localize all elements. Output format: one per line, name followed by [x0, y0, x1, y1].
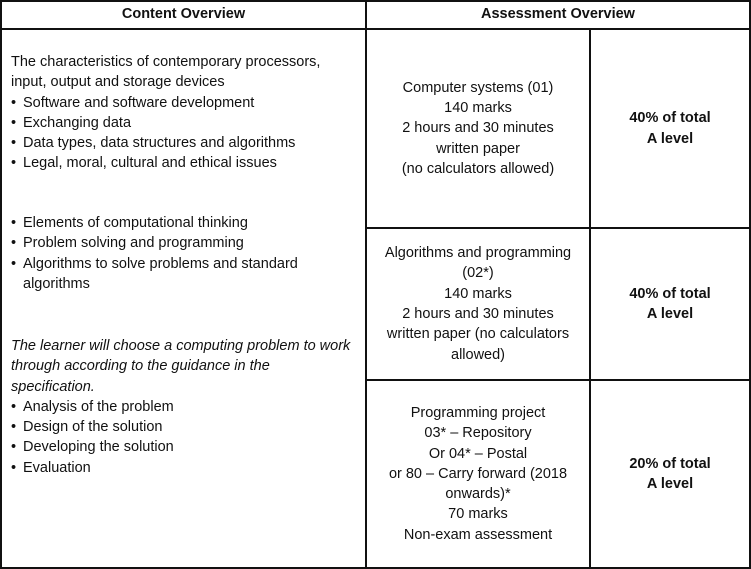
content-overview-header	[2, 0, 365, 28]
list-item: • Evaluation	[11, 458, 356, 478]
bullet-icon: •	[11, 255, 17, 272]
assessment-cell-computer-systems: Computer systems (01) 140 marks 2 hours and 30 minutes written paper (no calculators allowed)	[401, 79, 555, 177]
bullet-icon: •	[11, 114, 17, 131]
list-item: • Exchanging data	[11, 113, 356, 133]
bullet-icon: •	[11, 459, 17, 476]
assessment-cell-programming-project: Programming project 03* – Repository Or 04* – Postal or 80 – Carry forward (2018 onwards)* 70 marks Non-exam assessment	[388, 404, 568, 543]
assessment-cell-algorithms: Algorithms and programming (02*) 140 marks 2 hours and 30 minutes written paper (no calculators allowed)	[384, 245, 572, 363]
assessment-overview-title: Assessment Overview	[481, 6, 635, 22]
list-item: • Design of the solution	[11, 417, 356, 437]
weight-cell-programming-project: 20% of total A level	[629, 455, 711, 492]
weight-cell-computer-systems: 40% of total A level	[629, 110, 711, 147]
list-item: • Legal, moral, cultural and ethical issues	[11, 153, 356, 173]
bullet-icon: •	[11, 439, 17, 456]
weight-cell-algorithms: 40% of total A level	[629, 285, 711, 322]
list-item: • Elements of computational thinking	[11, 213, 356, 233]
content-overview-title: Content Overview	[121, 6, 246, 22]
list-item: • Data types, data structures and algorithms	[11, 133, 356, 153]
list-item: • Problem solving and programming	[11, 233, 356, 253]
bullet-icon: •	[11, 94, 17, 111]
content-block-2	[11, 213, 356, 294]
content-intro-3: The learner will choose a computing problem to work through according to the guidance in the specification.	[11, 338, 351, 395]
bullet-icon: •	[11, 155, 17, 172]
list-item: • Analysis of the problem	[11, 397, 356, 417]
bullet-icon: •	[11, 215, 17, 231]
bullet-icon: •	[11, 398, 17, 415]
list-item: • Developing the solution	[11, 437, 356, 457]
content-block-1	[11, 52, 356, 174]
content-block-3	[11, 336, 356, 478]
border-left	[0, 0, 2, 569]
assessment-overview-header	[367, 0, 749, 28]
bullet-icon: •	[11, 235, 17, 252]
bullet-icon: •	[11, 135, 17, 152]
list-item: • Algorithms to solve problems and standard algorithms	[11, 255, 298, 292]
bullet-icon: •	[11, 419, 17, 436]
list-item: • Software and software development	[11, 93, 356, 113]
content-intro-1: The characteristics of contemporary processors, input, output and storage devices	[11, 54, 321, 91]
